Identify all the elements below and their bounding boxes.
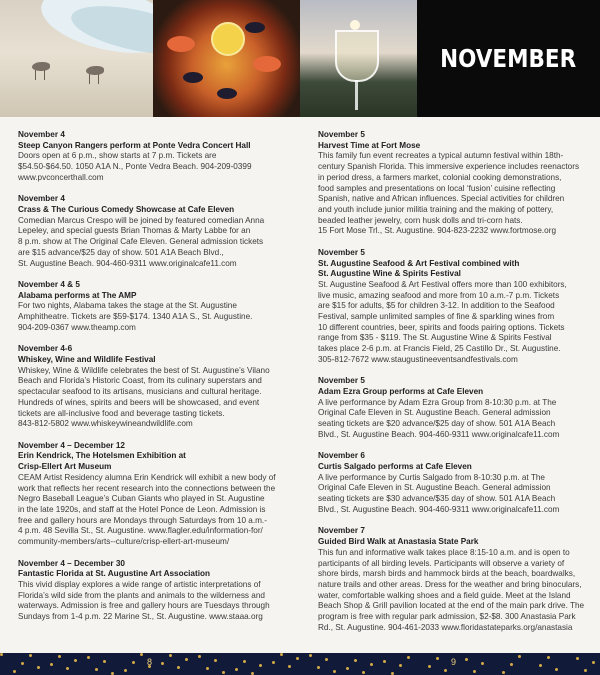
- event-listing: [18, 194, 296, 269]
- event-description: CEAM Artist Residency alumna Erin Kendrick will exhibit a new body of work that reflects her recent research into the connections between the Negro Baseball League’s Cuban Giants who played in St. Augustine in the late 1920s, and staff at the Hotel Ponce de Leon. Admission is free and gallery hours are Mondays through Saturdays from 10 a.m.- 4 p.m. 48 Sevilla St., St. Augustine. www.flagler.edu/information-for/ community-members/arts--culture/crisp-ellert-art-museum/: [18, 472, 276, 547]
- event-listing: [18, 441, 296, 548]
- event-description: Whiskey, Wine & Wildlife celebrates the best of St. Augustine’s Vilano Beach and Florida’s Historic Coast, from its culinary superstars and spectacular seafood to its artisans, musicians and cultural heritage. Hundreds of wines, spirits and beers will be showcased, and event tickets are all-inclusive food and beverage tasting tickets. 843-812-5802 www.whiskeywineandwildlife.com: [18, 365, 270, 429]
- page-number-right: 9: [451, 657, 457, 667]
- event-listing: [18, 559, 296, 623]
- light-sparkle: [436, 657, 439, 660]
- light-sparkle: [177, 666, 180, 669]
- sunset-sun: [350, 20, 360, 30]
- mussel: [217, 88, 237, 99]
- light-sparkle: [510, 663, 513, 666]
- light-sparkle: [555, 668, 558, 671]
- event-description: Comedian Marcus Crespo will be joined by featured comedian Anna Lepeley, and special guests Brian Thomas & Marty Labbe for an 8 p.m. show at The Original Cafe Eleven. General admission tickets are $15 advance/$25 day of show. 501 A1A Beach Blvd., St. Augustine Beach. 904-460-9311 www.originalcafe11.com: [18, 215, 265, 268]
- light-sparkle: [198, 655, 201, 658]
- event-description: This fun and informative walk takes place 8:15-10 a.m. and is open to participants of all birding levels. Participants will observe a variety of shore birds, marsh birds and hammock birds at the beach, boardwalks, nature trails and other areas. Dress for the weather and bring binoculars, water, comfortable walking shoes and a field guide. Meet at the Island Beach Shop & Grill pavilion located at the end of the main park drive. The program is free with regular park admission, $2-$8. 300 Anastasia Park Rd., St. Augustine. 904-461-2033 www.floridastateparks.org/anastasia: [318, 547, 585, 632]
- light-sparkle: [95, 668, 98, 671]
- event-date: November 5: [318, 376, 365, 386]
- event-date: November 7: [318, 526, 365, 536]
- light-sparkle: [132, 661, 135, 664]
- event-date: November 5: [318, 130, 365, 139]
- left-events-column: [18, 130, 296, 634]
- light-sparkle: [354, 659, 357, 662]
- shrimp: [167, 36, 195, 52]
- page-number-left: 8: [147, 657, 153, 667]
- light-sparkle: [518, 655, 521, 658]
- light-sparkle: [473, 670, 476, 673]
- month-title-block: [417, 0, 600, 117]
- shrimp: [253, 56, 281, 72]
- event-date: November 4 & 5: [18, 280, 80, 290]
- light-sparkle: [592, 661, 595, 664]
- header-banner: [0, 0, 600, 117]
- event-listing: [318, 451, 588, 515]
- event-listing: [318, 526, 588, 633]
- light-sparkle: [185, 658, 188, 661]
- event-title: St. Augustine Seafood & Art Festival combined with St. Augustine Wine & Spirits Festival: [318, 258, 520, 279]
- light-sparkle: [465, 658, 468, 661]
- paella-photo: [153, 0, 300, 117]
- event-listing: [318, 248, 588, 366]
- wine-glass: [335, 30, 379, 82]
- light-sparkle: [317, 666, 320, 669]
- light-sparkle: [103, 660, 106, 663]
- event-description: St. Augustine Seafood & Art Festival offers more than 100 exhibitors, live music, amazing seafood and more from 10 a.m.-7 p.m. Tickets are $15 for adults, $5 for children 3-12. In addition to the Seafood Festival, sample unlimited samples of fine & sparkling wines from 10 different countries, beer, spirits and foods pairing options. Tickets range from $35 - $119. The St. Augustine Wine & Spirits Festival takes place 2-6 p.m. at Francis Field, 25 Castillo Dr., St. Augustine. 305-812-7672 www.staugustineeventsandfestivals.com: [318, 279, 567, 364]
- light-sparkle: [206, 667, 209, 670]
- event-listing: [318, 130, 588, 237]
- event-date: November 4-6: [18, 344, 73, 354]
- light-sparkle: [214, 659, 217, 662]
- sandpiper-bird: [32, 62, 50, 71]
- event-listing: [18, 280, 296, 334]
- beach-birds-photo: [0, 0, 153, 117]
- event-description: This vivid display explores a wide range of artistic interpretations of Florida’s wild side from the plants and animals to the wilderness and waterways. Admission is free and gallery hours are Tuesdays through Sundays from 1-4 p.m. 22 Marine St., St. Augustine. www.staaa.org: [18, 580, 270, 622]
- sandpiper-bird: [86, 66, 104, 75]
- wine-glass-photo: [300, 0, 417, 117]
- light-sparkle: [333, 670, 336, 673]
- page-title: NOVEMBER: [440, 44, 577, 73]
- event-title: Curtis Salgado performs at Cafe Eleven: [318, 462, 472, 472]
- light-sparkle: [362, 671, 365, 674]
- light-sparkle: [21, 662, 24, 665]
- light-sparkle: [547, 656, 550, 659]
- footer-lights-band: [0, 653, 600, 675]
- event-title: Fantastic Florida at St. Augustine Art Association: [18, 569, 210, 579]
- event-title: Harvest Time at Fort Mose: [318, 140, 421, 150]
- light-sparkle: [29, 654, 32, 657]
- event-description: A live performance by Curtis Salgado from 8-10:30 p.m. at The Original Cafe Eleven in St. Augustine Beach. General admission seating tickets are $30 advance/$35 day of show. 501 A1A Beach Blvd., St. Augustine Beach. 904-460-9311 www.originalcafe11.com: [318, 472, 560, 514]
- light-sparkle: [383, 660, 386, 663]
- light-sparkle: [444, 669, 447, 672]
- light-sparkle: [584, 669, 587, 672]
- light-sparkle: [346, 667, 349, 670]
- light-sparkle: [407, 656, 410, 659]
- light-sparkle: [576, 657, 579, 660]
- event-date: November 4: [18, 130, 65, 139]
- event-title: Guided Bird Walk at Anastasia State Park: [318, 537, 479, 547]
- light-sparkle: [169, 654, 172, 657]
- light-sparkle: [37, 666, 40, 669]
- light-sparkle: [309, 654, 312, 657]
- light-sparkle: [280, 653, 283, 656]
- event-title: Whiskey, Wine and Wildlife Festival: [18, 355, 156, 365]
- mussel: [245, 22, 265, 33]
- light-sparkle: [235, 668, 238, 671]
- event-description: For two nights, Alabama takes the stage at the St. Augustine Amphitheatre. Tickets are $59-$174. 1340 A1A S., St. Augustine. 904-209-0367 www.theamp.com: [18, 301, 253, 332]
- mussel: [183, 72, 203, 83]
- light-sparkle: [74, 659, 77, 662]
- light-sparkle: [502, 671, 505, 674]
- event-description: A live performance by Adam Ezra Group from 8-10:30 p.m. at The Original Cafe Eleven in St. Augustine Beach. General admission seating tickets are $20 advance/$25 day of show. 501 A1A Beach Blvd., St. Augustine Beach. 904-460-9311 www.originalcafe11.com: [318, 397, 560, 439]
- light-sparkle: [161, 662, 164, 665]
- lemon-slice: [211, 22, 245, 56]
- event-title: Erin Kendrick, The Hotelsmen Exhibition at Crisp-Ellert Art Museum: [18, 451, 186, 472]
- event-date: November 4: [18, 194, 65, 204]
- event-description: This family fun event recreates a typical autumn festival within 18th- century Spanish Florida. This immersive experience includes reenactors in period dress, a farmers market, colonial cooking demonstrations, food samples and presentations on local ‘fusion’ cuisine reflecting Spanish, native and African influences. Special activities for children and youth include junior militia training and the making of pottery, beaded leather jewelry, corn husk dolls and tri-corn hats. 15 Fort Mose Trl., St. Augustine. 904-823-2232 www.fortmose.org: [318, 151, 580, 236]
- light-sparkle: [222, 671, 225, 674]
- light-sparkle: [288, 665, 291, 668]
- light-sparkle: [539, 664, 542, 667]
- light-sparkle: [399, 664, 402, 667]
- event-listing: [318, 376, 588, 440]
- event-date: November 4 – December 30: [18, 558, 125, 568]
- light-sparkle: [140, 653, 143, 656]
- light-sparkle: [124, 669, 127, 672]
- event-title: Crass & The Curious Comedy Showcase at Cafe Eleven: [18, 205, 235, 215]
- light-sparkle: [325, 658, 328, 661]
- light-sparkle: [481, 662, 484, 665]
- right-events-column: [318, 130, 588, 644]
- event-title: Steep Canyon Rangers perform at Ponte Vedra Concert Hall: [18, 140, 251, 150]
- event-listing: [18, 130, 296, 184]
- light-sparkle: [0, 653, 3, 656]
- event-date: November 4 – December 12: [18, 440, 125, 450]
- light-sparkle: [58, 655, 61, 658]
- light-sparkle: [13, 670, 16, 673]
- light-sparkle: [428, 665, 431, 668]
- light-sparkle: [87, 656, 90, 659]
- event-description: Doors open at 6 p.m., show starts at 7 p.m. Tickets are $54.50-$64.50. 1050 A1A N., Ponte Vedra Beach. 904-209-0399 www.pvconcerthall.com: [18, 151, 252, 182]
- light-sparkle: [50, 663, 53, 666]
- light-sparkle: [370, 663, 373, 666]
- event-title: Alabama performs at The AMP: [18, 290, 137, 300]
- light-sparkle: [243, 660, 246, 663]
- light-sparkle: [296, 657, 299, 660]
- light-sparkle: [272, 661, 275, 664]
- event-title: Adam Ezra Group performs at Cafe Eleven: [318, 387, 484, 397]
- light-sparkle: [259, 664, 262, 667]
- event-date: November 5: [318, 247, 365, 257]
- event-date: November 6: [318, 451, 365, 461]
- wine-glass-stem: [355, 80, 358, 110]
- event-listing: [18, 344, 296, 430]
- light-sparkle: [66, 667, 69, 670]
